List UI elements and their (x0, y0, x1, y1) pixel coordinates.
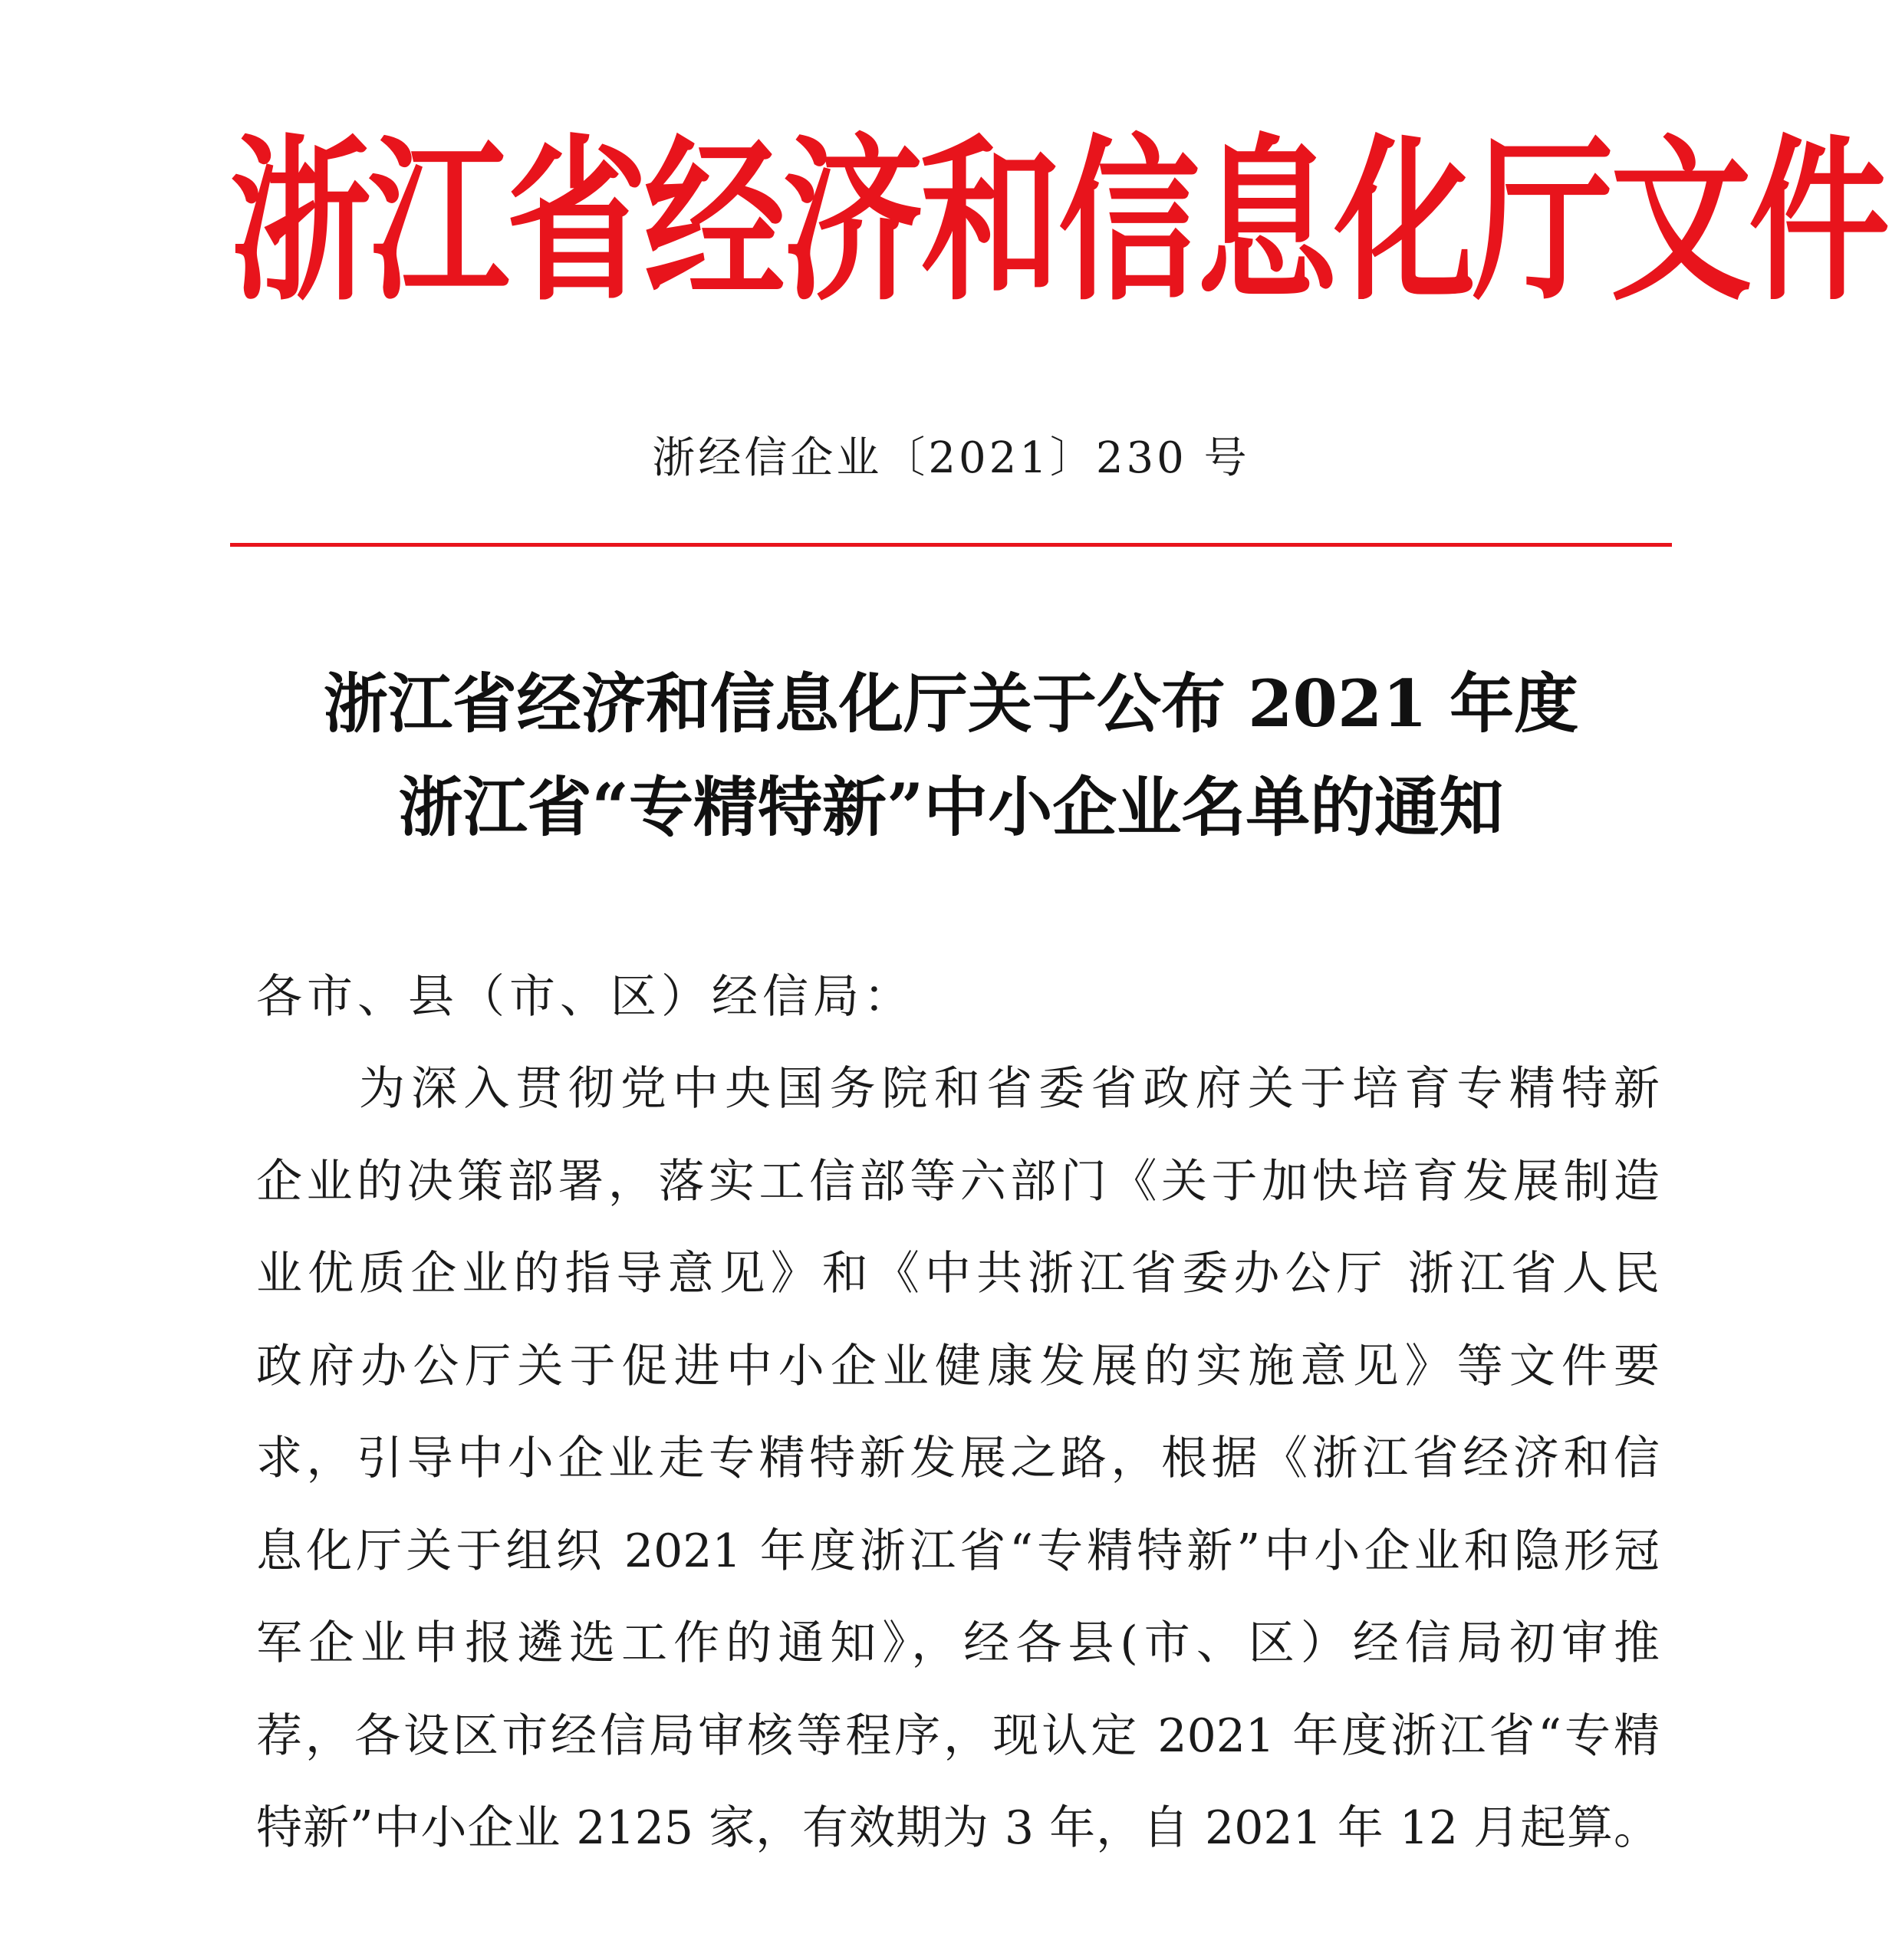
body-line: 特新”中小企业 2125 家，有效期为 3 年，自 2021 年 12 月起算。 (256, 1801, 1660, 1855)
body-line: 为深入贯彻党中央国务院和省委省政府关于培育专精特新 (359, 1062, 1660, 1116)
red-separator-line (230, 543, 1672, 547)
notice-title (230, 652, 1672, 859)
body-line: 业优质企业的指导意见》和《中共浙江省委办公厅 浙江省人民 (256, 1247, 1660, 1301)
body-line: 企业的决策部署，落实工信部等六部门《关于加快培育发展制造 (256, 1154, 1660, 1209)
body-line: 求，引导中小企业走专精特新发展之路，根据《浙江省经济和信 (256, 1432, 1660, 1485)
title-line-2: 浙江省“专精特新”中小企业名单的通知 (398, 769, 1504, 845)
body-line: 荐，各设区市经信局审核等程序，现认定 2021 年度浙江省“专精 (256, 1708, 1660, 1763)
title-line-1: 浙江省经济和信息化厅关于公布 2021 年度 (323, 666, 1579, 742)
addressee: 各市、县（市、区）经信局： (256, 970, 914, 1024)
issuer-header: 浙江省经济和信息化厅文件 (230, 120, 1887, 325)
body-paragraph (256, 1043, 1660, 1875)
body-line: 息化厅关于组织 2021 年度浙江省“专精特新”中小企业和隐形冠 (256, 1524, 1660, 1578)
document-number: 浙经信企业〔2021〕230 号 (652, 433, 1250, 483)
body-line: 军企业申报遴选工作的通知》，经各县(市、区）经信局初审推 (256, 1616, 1660, 1670)
body-line: 政府办公厅关于促进中小企业健康发展的实施意见》等文件要 (256, 1339, 1660, 1393)
